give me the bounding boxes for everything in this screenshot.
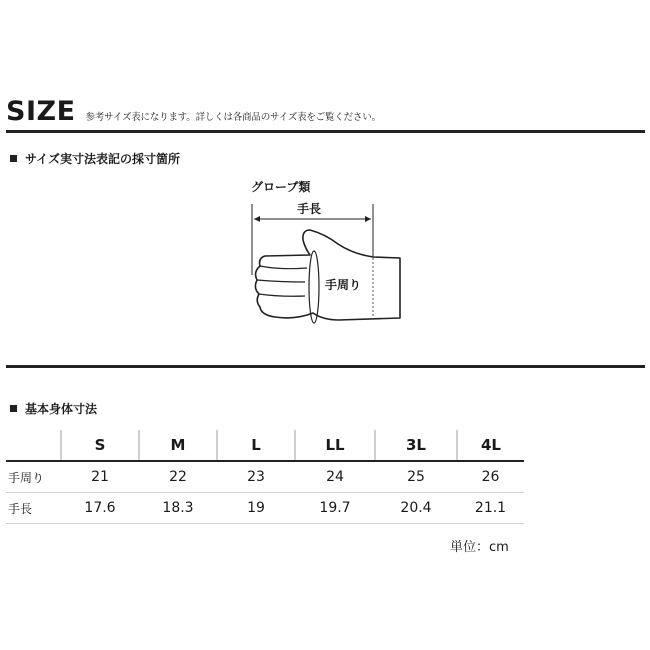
table-cell: 21 [61, 461, 139, 493]
table-cell: 26 [457, 461, 524, 493]
square-bullet-icon [10, 405, 17, 412]
column-header: 4L [457, 430, 524, 461]
corner-cell [6, 430, 61, 461]
measure-section-label: サイズ実寸法表記の採寸箇所 [25, 152, 181, 166]
column-header: L [217, 430, 295, 461]
hand-illustration [235, 170, 415, 340]
table-row [6, 461, 524, 493]
category-label: グローブ類 [251, 180, 311, 194]
size-table [6, 430, 524, 524]
table-cell: 22 [139, 461, 217, 493]
section-divider [6, 365, 645, 368]
glove-diagram [235, 170, 415, 340]
table-cell: 18.3 [139, 493, 217, 524]
table-cell: 19.7 [295, 493, 375, 524]
size-header [6, 96, 381, 127]
column-header: M [139, 430, 217, 461]
unit-label: 単位：cm [450, 540, 509, 555]
body-section-label: 基本身体寸法 [25, 402, 98, 416]
header-divider [6, 130, 645, 133]
square-bullet-icon [10, 155, 17, 162]
column-header: S [61, 430, 139, 461]
column-header: 3L [375, 430, 457, 461]
table-row [6, 493, 524, 524]
row-label: 手周り [6, 461, 61, 493]
length-label: 手長 [297, 202, 322, 216]
row-label: 手長 [6, 493, 61, 524]
size-note: 参考サイズ表になります。詳しくは各商品のサイズ表をご覧ください。 [85, 112, 381, 123]
circumference-label: 手周り [325, 278, 362, 292]
column-header: LL [295, 430, 375, 461]
table-cell: 24 [295, 461, 375, 493]
table-cell: 19 [217, 493, 295, 524]
table-cell: 21.1 [457, 493, 524, 524]
table-header-row [6, 430, 524, 461]
table-cell: 25 [375, 461, 457, 493]
table-cell: 20.4 [375, 493, 457, 524]
table-cell: 23 [217, 461, 295, 493]
size-title: SIZE [6, 96, 76, 127]
table-cell: 17.6 [61, 493, 139, 524]
body-section-title [10, 400, 97, 417]
measure-section-title [10, 150, 180, 167]
